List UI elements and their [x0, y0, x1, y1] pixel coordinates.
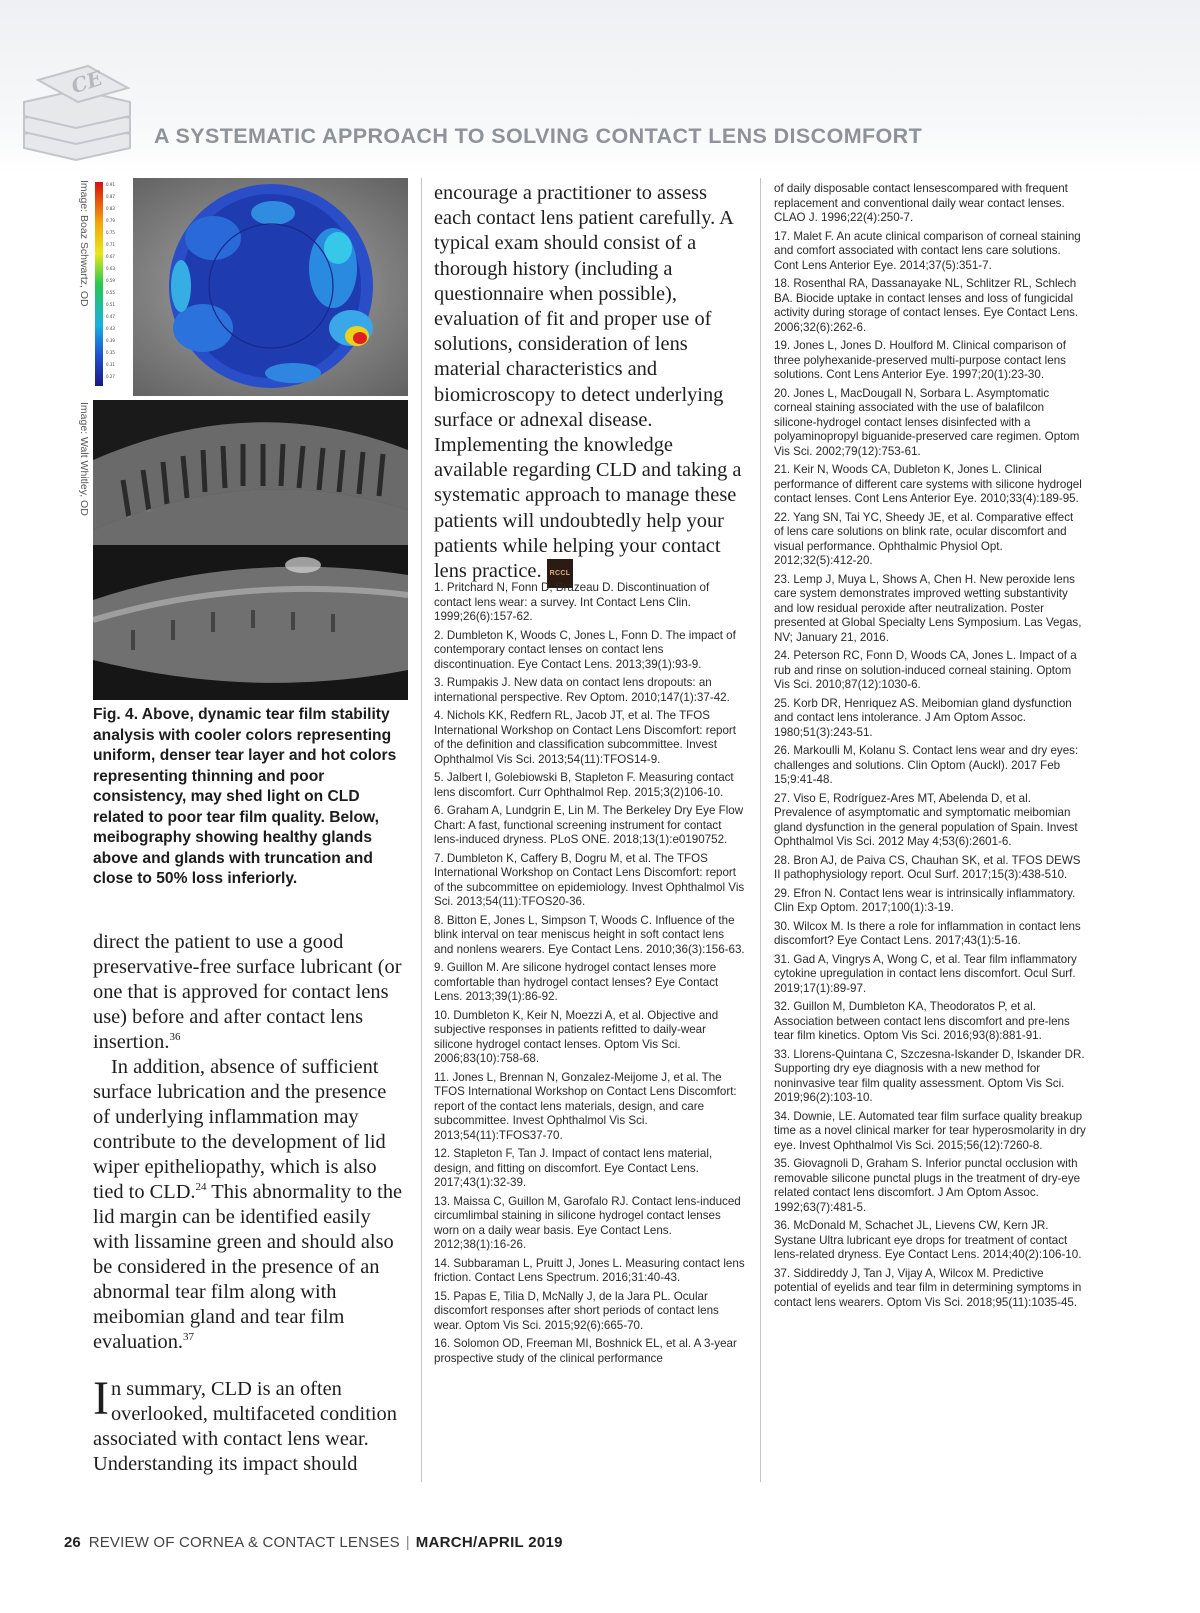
svg-text:0.63: 0.63 [106, 266, 115, 271]
image-credit-bottom: Image: Walt Whitley, OD [78, 402, 90, 516]
svg-text:0.79: 0.79 [106, 218, 115, 223]
paragraph-summary: In summary, CLD is an often overlooked, multifaceted condition associated with contact lens wear. Understanding its impact should [93, 1372, 397, 1475]
reference-item: 6. Graham A, Lundgrin E, Lin M. The Berkeley Dry Eye Flow Chart: A fast, functional screening instrument for contact lens-induced dryness. PLoS ONE. 2018;13(1):e0190752. [434, 804, 744, 846]
reference-item: 29. Efron N. Contact lens wear is intrinsically inflammatory. Clin Exp Optom. 2017;100(1):3-19. [774, 886, 1076, 914]
meibography-image [93, 400, 408, 700]
svg-text:0.31: 0.31 [106, 362, 115, 367]
page-footer [64, 1534, 563, 1551]
svg-text:0.91: 0.91 [106, 182, 115, 187]
reference-item: 28. Bron AJ, de Paiva CS, Chauhan SK, et al. TFOS DEWS II pathophysiology report. Ocul Surf. 2017;15(3):438-510. [774, 853, 1081, 881]
reference-item: 19. Jones L, Jones D. Houlford M. Clinical comparison of three polyhexanide-preserved multi-purpose contact lens solutions. Cont Lens Anterior Eye. 1997;20(1):23-30. [774, 339, 1066, 381]
references-list-b [774, 182, 1086, 1314]
reference-item: 24. Peterson RC, Fonn D, Woods CA, Jones L. Impact of a rub and rinse on solution-induced corneal staining. Optom Vis Sci. 2010;87(12):1030-6. [774, 649, 1077, 691]
column-2-body: encourage a practitioner to assess each contact lens patient carefully. A typical exam should consist of a thorough history (including a questionnaire when possible), evaluation of fit and proper use of solutions, consideration of lens material characteristics and biomicroscopy to detect underlying surface or adnexal disease. Implementing the knowledge available regarding CLD and taking a systematic approach to manage these patients will undoubtedly help your patients while helping your contact lens practice. RCCL [434, 181, 749, 588]
reference-item: 15. Papas E, Tilia D, McNally J, de la Jara PL. Ocular discomfort responses after short periods of contact lens wear. Optom Vis Sci. 2015;92(6):665-70. [434, 1289, 719, 1332]
references-list-a [434, 581, 746, 1370]
citation-36: 36 [169, 1031, 181, 1044]
svg-text:0.71: 0.71 [106, 242, 115, 247]
reference-item: 20. Jones L, MacDougall N, Sorbara L. Asymptomatic corneal staining associated with the use of balafilcon silicone-hydrogel contact lenses disinfected with a polyaminopropyl biguanide-preserved care regimen. Optom Vis Sci. 2002;79(12):753-61. [774, 386, 1080, 458]
svg-text:0.27: 0.27 [106, 374, 115, 379]
svg-text:0.51: 0.51 [106, 302, 115, 307]
reference-item: 10. Dumbleton K, Keir N, Moezzi A, et al. Objective and subjective responses in patients refitted to daily-wear silicone hydrogel contact lenses. Optom Vis Sci. 2006;83(10):758-68. [434, 1008, 719, 1065]
svg-text:0.35: 0.35 [106, 350, 115, 355]
drop-cap: I [93, 1372, 109, 1425]
reference-item: 7. Dumbleton K, Caffery B, Dogru M, et al. The TFOS International Workshop on Contact Lens Discomfort: report of the subcommittee on epidemiology. Invest Ophthalmol Vis Sci. 2013;54(11):TFOS20-36. [434, 851, 745, 908]
reference-item: 5. Jalbert I, Golebiowski B, Stapleton F. Measuring contact lens discomfort. Curr Ophthalmol Rep. 2015;3(2)106-10. [434, 771, 734, 799]
reference-item: 33. Llorens-Quintana C, Szczesna-Iskander D, Iskander DR. Supporting dry eye diagnosis with a new method for noninvasive tear film quality assessment. Optom Vis Sci. 2019;96(2):103-10. [774, 1047, 1085, 1104]
reference-item: 2. Dumbleton K, Woods C, Jones L, Fonn D. The impact of contemporary contact lenses on contact lens discontinuation. Eye Contact Lens. 2013;39(1):93-9. [434, 628, 736, 671]
svg-text:0.83: 0.83 [106, 206, 115, 211]
footer-separator: | [405, 1534, 410, 1551]
paragraph-lubricant: direct the patient to use a good preservative-free surface lubricant (or one that is approved for contact lens use) before and after contact lens insertion.$^{36}$ [93, 931, 402, 1053]
ce-logo-text: CE [68, 65, 106, 99]
reference-item: 34. Downie, LE. Automated tear film surface quality breakup time as a novel clinical marker for tear hyperosmolarity in dry eye. Invest Ophthalmol Vis Sci. 2015;56(12):7260-8. [774, 1109, 1086, 1152]
svg-text:0.75: 0.75 [106, 230, 115, 235]
reference-item: 22. Yang SN, Tai YC, Sheedy JE, et al. Comparative effect of lens care solutions on blink rate, ocular discomfort and visual performance. Ophthalmic Physiol Opt. 2012;32(5):412-20. [774, 510, 1074, 567]
svg-text:0.67: 0.67 [106, 254, 115, 259]
reference-item: 21. Keir N, Woods CA, Dubleton K, Jones L. Clinical performance of different care systems with silicone hydrogel contact lenses. Cont Lens Anterior Eye. 2010;33(4):189-95. [774, 463, 1082, 505]
issue-date: MARCH/APRIL 2019 [415, 1534, 563, 1551]
reference-item: 4. Nichols KK, Redfern RL, Jacob JT, et al. The TFOS International Workshop on Contact Lens Discomfort: report of the definition and classification subcommittee. Invest Ophthalmol Vis Sci. 2013;54(11):TFOS14-9. [434, 709, 737, 766]
reference-item: 14. Subbaraman L, Pruitt J, Jones L. Measuring contact lens friction. Contact Lens Spectrum. 2016;31:40-43. [434, 1256, 745, 1284]
reference-item: 12. Stapleton F, Tan J. Impact of contact lens material, design, and fitting on discomfort. Eye Contact Lens. 2017;43(1):32-39. [434, 1147, 713, 1189]
reference-item: 3. Rumpakis J. New data on contact lens dropouts: an international perspective. Rev Optom. 2010;147(1):37-42. [434, 676, 730, 704]
reference-item: 26. Markoulli M, Kolanu S. Contact lens wear and dry eyes: challenges and solutions. Clin Optom (Auckl). 2017 Feb 15;9:41-48. [774, 744, 1079, 786]
publication-name: REVIEW OF CORNEA & CONTACT LENSES [88, 1534, 400, 1551]
svg-text:0.59: 0.59 [106, 278, 115, 283]
reference-item: 8. Bitton E, Jones L, Simpson T, Woods C. Influence of the blink interval on tear meniscus height in soft contact lens and nonlens wearers. Eye Contact Lens. 2010;36(3):156-63. [434, 913, 745, 956]
svg-text:0.47: 0.47 [106, 314, 115, 319]
reference-item: 17. Malet F. An acute clinical comparison of corneal staining and comfort associated with contact lens care solutions. Cont Lens Anterior Eye. 2014;37(5):351-7. [774, 229, 1081, 272]
reference-item: 16. Solomon OD, Freeman MI, Boshnick EL, et al. A 3-year prospective study of the clinical performance [434, 1337, 737, 1365]
svg-text:0.43: 0.43 [106, 326, 115, 331]
column-divider-1 [421, 178, 422, 1482]
svg-text:0.87: 0.87 [106, 194, 115, 199]
reference-item: 13. Maissa C, Guillon M, Garofalo RJ. Contact lens-induced circumlimbal staining in silicone hydrogel contact lenses worn on a daily wear basis. Eye Contact Lens. 2012;38(1):16-26. [434, 1194, 741, 1251]
column-divider-2 [760, 178, 761, 1482]
reference-item: 25. Korb DR, Henriquez AS. Meibomian gland dysfunction and contact lens intolerance. J Am Optom Assoc. 1980;51(3):243-51. [774, 696, 1072, 739]
svg-text:0.55: 0.55 [106, 290, 115, 295]
reference-item: 11. Jones L, Brennan N, Gonzalez-Meijome J, et al. The TFOS International Workshop on Contact Lens Discomfort: report of the contact lens materials, design, and care subcommittee. Invest Ophthalmol Vis Sci. 2013;54(11):TFOS37-70. [434, 1070, 737, 1142]
article-end-badge: RCCL [547, 559, 574, 588]
reference-item: 27. Viso E, Rodríguez-Ares MT, Abelenda D, et al. Prevalence of asymptomatic and symptomatic meibomian gland dysfunction in the general population of Spain. Invest Ophthalmol Vis Sci. 2012 May 4;53(6):2601-6. [774, 791, 1078, 848]
reference-item: 30. Wilcox M. Is there a role for inflammation in contact lens discomfort? Eye Contact Lens. 2017;43(1):5-16. [774, 919, 1081, 947]
figure-caption: Fig. 4. Above, dynamic tear film stability analysis with cooler colors representing uniform, denser tear layer and hot colors representing thinning and poor consistency, may shed light on CLD related to poor tear film quality. Below, meibography showing healthy glands above and glands with truncation and close to 50% loss inferiorly. [93, 706, 397, 887]
reference-item: 31. Gad A, Vingrys A, Wong C, et al. Tear film inflammatory cytokine upregulation in contact lens discomfort. Ocul Surf. 2019;17(1):89-97. [774, 952, 1077, 995]
reference-item: 18. Rosenthal RA, Dassanayake NL, Schlitzer RL, Schlech BA. Biocide uptake in contact lenses and loss of fungicidal activity during storage of contact lenses. Eye Contact Lens. 2006;32(6):262-6. [774, 277, 1079, 334]
reference-item: 9. Guillon M. Are silicone hydrogel contact lenses more comfortable than hydrogel contact lenses? Eye Contact Lens. 2013;39(1):86-92. [434, 961, 719, 1003]
section-title: A SYSTEMATIC APPROACH TO SOLVING CONTACT LENS DISCOMFORT [154, 124, 923, 148]
page-number: 26 [64, 1534, 81, 1551]
svg-text:0.39: 0.39 [106, 338, 115, 343]
reference-item: 35. Giovagnoli D, Graham S. Inferior punctal occlusion with removable silicone punctal plugs in the treatment of dry-eye related contact lens discomfort. J Am Optom Assoc. 1992;63(7):481-5. [774, 1157, 1081, 1214]
reference-item: 1. Pritchard N, Fonn D, Brazeau D. Discontinuation of contact lens wear: a survey. Int Contact Lens Clin. 1999;26(6):157-62. [434, 581, 710, 623]
reference-item: 36. McDonald M, Schachet JL, Lievens CW, Kern JR. Systane Ultra lubricant eye drops for treatment of contact lens-related dryness. Eye Contact Lens. 2014;40(2):106-10. [774, 1219, 1082, 1261]
column-1-body [93, 930, 408, 1477]
citation-37: 37 [183, 1331, 195, 1344]
reference-item: 32. Guillon M, Dumbleton KA, Theodoratos P, et al. Association between contact lens discomfort and pre-lens tear film kinetics. Optom Vis Sci. 2016;93(8):881-91. [774, 1000, 1070, 1042]
paragraph-lid-wiper: In addition, absence of sufficient surface lubrication and the presence of underlying inflammation may contribute to the development of lid wiper epitheliopathy, which is also tied to CLD.$^{24}$ This abnormality to the lid margin can be identified easily with lissamine green and should also be considered in the presence of an abnormal tear film along with meibomian gland and tear film evaluation.$^{37}$ [93, 1056, 403, 1353]
reference-item: 37. Siddireddy J, Tan J, Vijay A, Wilcox M. Predictive potential of eyelids and tear film in determining symptoms in contact lens wearers. Optom Vis Sci. 2018;95(11):1035-45. [774, 1266, 1082, 1309]
reference-item: of daily disposable contact lensescompared with frequent replacement and conventional daily wear contact lenses. CLAO J. 1996;22(4):250-7. [774, 182, 1068, 224]
tear-film-stability-map [93, 178, 408, 396]
ce-book-stack-logo [18, 62, 136, 162]
reference-item: 23. Lemp J, Muya L, Shows A, Chen H. New peroxide lens care system demonstrates improved wetting substantivity and low residual peroxide after neutralization. Poster presented at Global Specialty Lens Symposium. Las Vegas, NV; January 21, 2016. [774, 572, 1082, 644]
image-credit-top: Image: Boaz Schwartz, OD [78, 180, 90, 307]
citation-24: 24 [195, 1181, 207, 1194]
